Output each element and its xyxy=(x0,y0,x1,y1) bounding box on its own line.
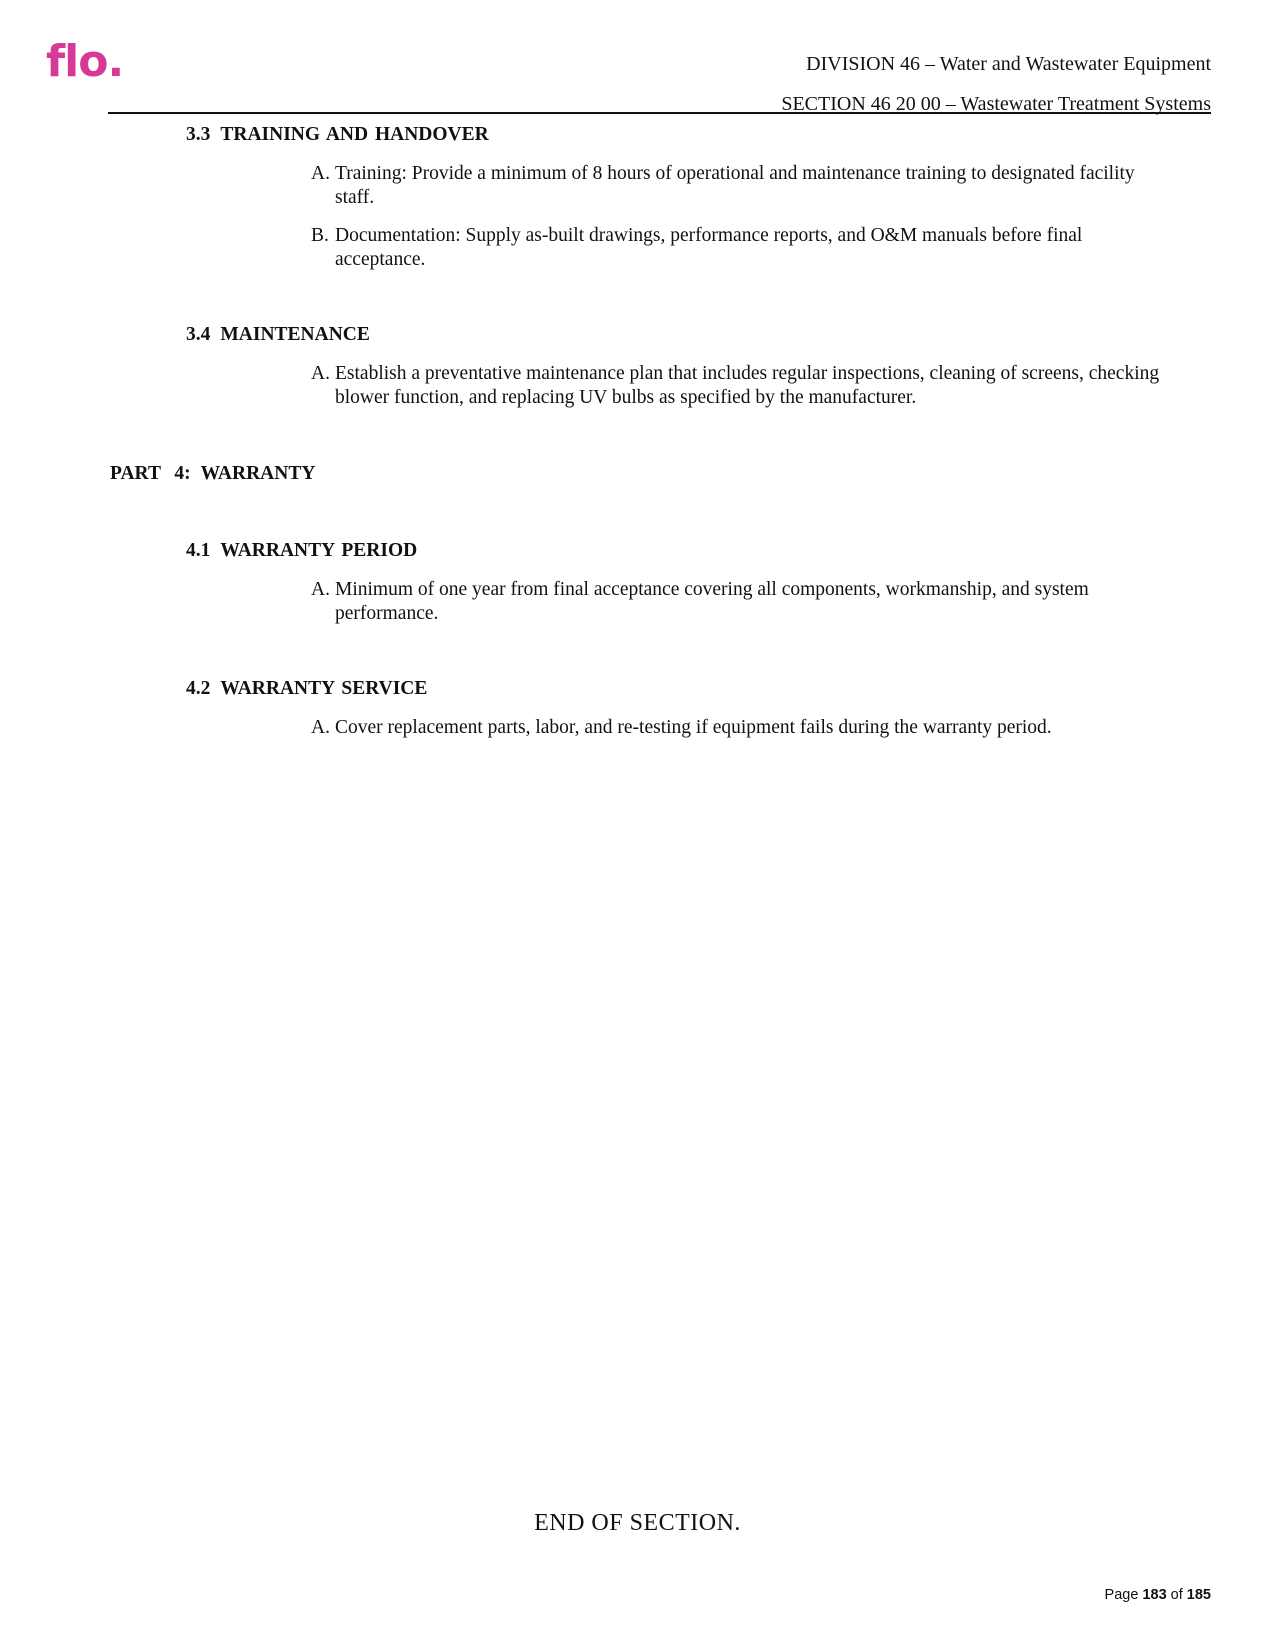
current-page: 183 xyxy=(1142,1587,1167,1603)
paragraph-3-3-b xyxy=(261,224,1161,272)
heading-number: 4.1 xyxy=(186,540,211,561)
heading-3-4 xyxy=(186,324,370,346)
item-letter: B. xyxy=(311,225,329,246)
paragraph-3-4-a xyxy=(261,362,1161,410)
header-divider xyxy=(108,112,1211,114)
part-title: WARRANTY xyxy=(200,463,316,484)
flo-logo: flo. xyxy=(46,36,124,87)
paragraph-4-1-a xyxy=(261,578,1161,626)
item-letter: A. xyxy=(311,579,330,600)
heading-title: WARRANTY PERIOD xyxy=(220,540,418,561)
end-of-section: END OF SECTION. xyxy=(534,1510,741,1536)
heading-number: 3.4 xyxy=(186,324,211,345)
page-number xyxy=(1105,1587,1211,1603)
item-letter: A. xyxy=(311,717,330,738)
paragraph-3-3-a xyxy=(261,162,1161,210)
item-text: Cover replacement parts, labor, and re-testing if equipment fails during the warranty period. xyxy=(335,717,1052,738)
heading-3-3 xyxy=(186,124,489,146)
item-letter: A. xyxy=(311,363,330,384)
item-text: Minimum of one year from final acceptance covering all components, workmanship, and system performance. xyxy=(335,579,1089,624)
item-text: Training: Provide a minimum of 8 hours of operational and maintenance training to designated facility staff. xyxy=(335,163,1135,208)
total-pages: 185 xyxy=(1186,1587,1211,1603)
heading-title: MAINTENANCE xyxy=(220,324,370,345)
section-title: SECTION 46 20 00 – Wastewater Treatment Systems xyxy=(781,93,1211,115)
of-label: of xyxy=(1170,1587,1183,1603)
heading-4-1 xyxy=(186,540,417,562)
item-text: Establish a preventative maintenance plan that includes regular inspections, cleaning of screens, checking blower function, and replacing UV bulbs as specified by the manufacturer. xyxy=(335,363,1160,408)
division-title: DIVISION 46 – Water and Wastewater Equipment xyxy=(806,53,1211,75)
part-4-heading xyxy=(110,463,315,485)
paragraph-4-2-a xyxy=(261,716,1161,740)
heading-title: TRAINING AND HANDOVER xyxy=(220,124,489,145)
page-label: Page xyxy=(1104,1587,1139,1603)
item-text: Documentation: Supply as-built drawings, performance reports, and O&M manuals before final acceptance. xyxy=(335,225,1083,270)
heading-title: WARRANTY SERVICE xyxy=(220,678,428,699)
part-number: PART 4: xyxy=(110,463,191,484)
heading-number: 3.3 xyxy=(186,124,211,145)
heading-number: 4.2 xyxy=(186,678,211,699)
heading-4-2 xyxy=(186,678,427,700)
item-letter: A. xyxy=(311,163,330,184)
